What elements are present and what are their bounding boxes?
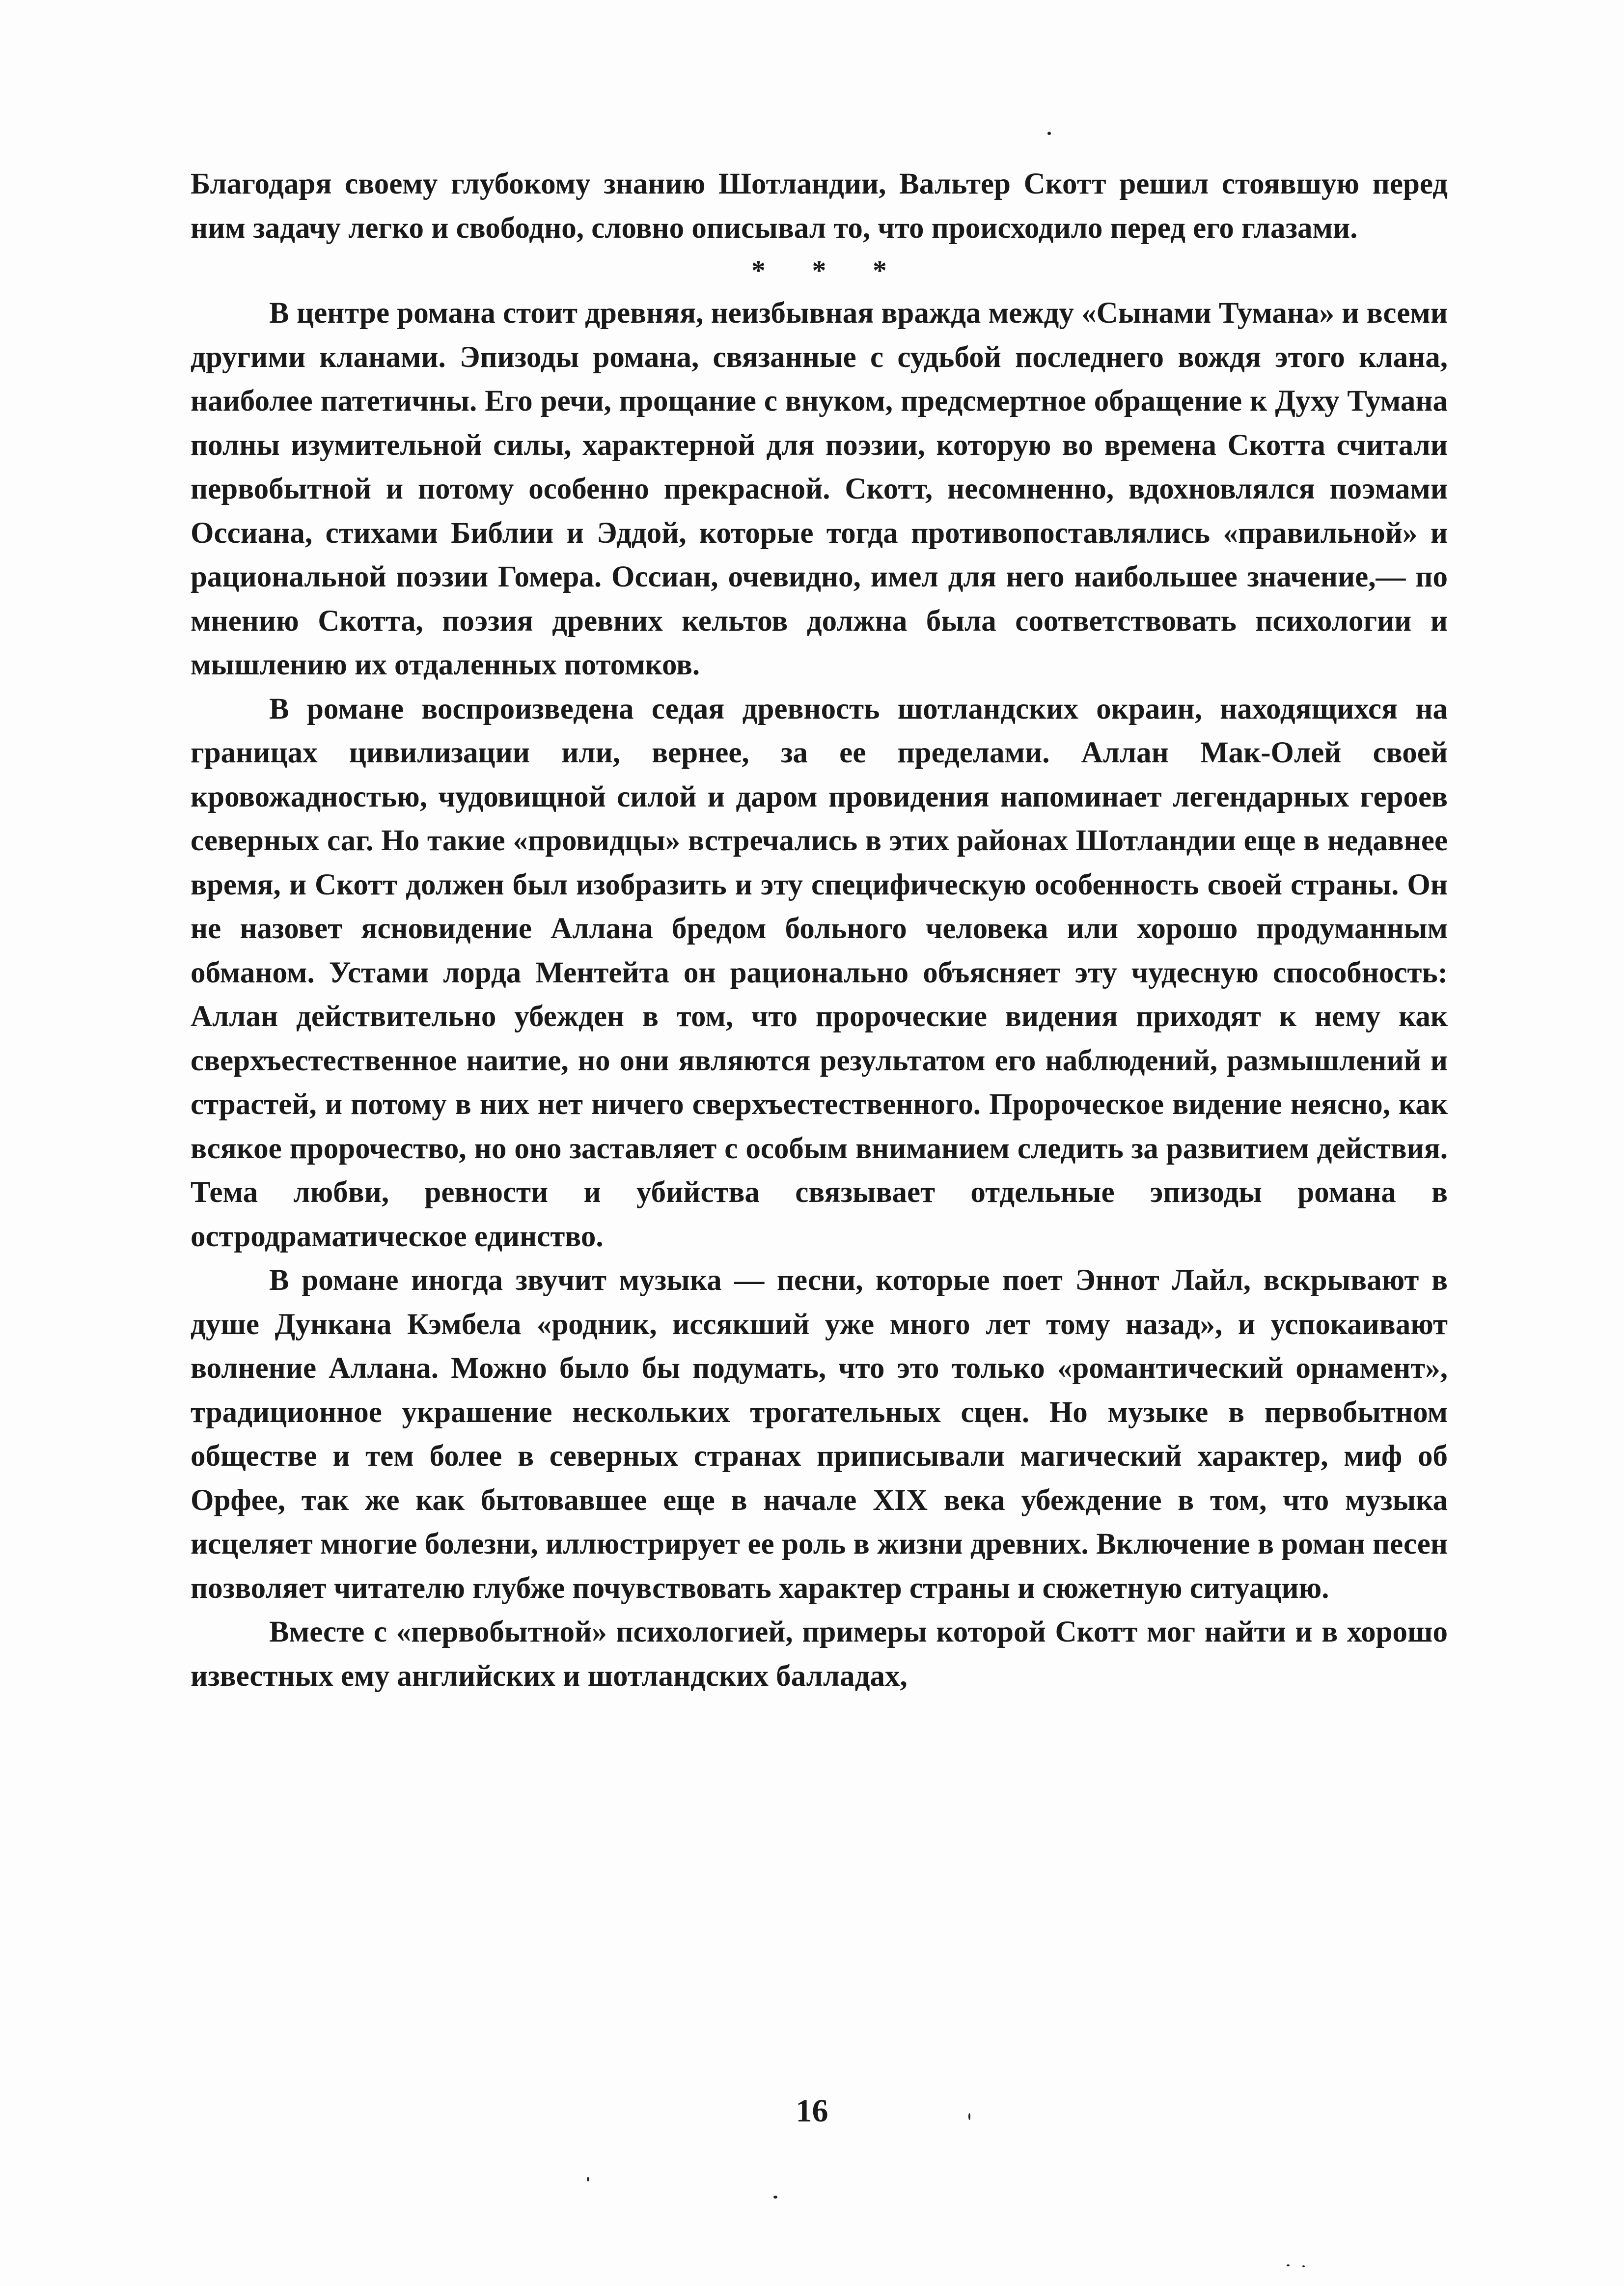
paragraph: В романе иногда звучит музыка — песни, которые поет Эннот Лайл, вскрывают в душе Дункана Кэмбела «родник, иссякший уже много лет тому назад», и успокаивают волнение Аллана. Можно было бы подумать, что это только «романтический орнамент», традиционное украшение нескольких трогательных сцен. Но музыке в первобытном обществе и тем более в северных странах приписывали магический характер, миф об Орфее, так же как бытовавшее еще в начале XIX века убеждение в том, что музыка исцеляет многие болезни, иллюстрирует ее роль в жизни древних. Включение в роман песен позволяет читателю глубже почувствовать характер страны и сюжетную ситуацию. (191, 1264, 1448, 1605)
opening-paragraph: Благодаря своему глубокому знанию Шотландии, Вальтер Скотт решил стоявшую перед ним задачу легко и свободно, словно описывал то, что происходило перед его глазами. (191, 167, 1448, 245)
body-text (191, 162, 1448, 1698)
paragraph: В романе воспроизведена седая древность шотландских окраин, находящихся на границах цивилизации или, вернее, за ее пределами. Аллан Мак-Олей своей кровожадностью, чудовищной силой и даром провидения напоминает легендарных героев северных саг. Но такие «провидцы» встречались в этих районах Шотландии еще в недавнее время, и Скотт должен был изобразить и эту специфическую особенность своей страны. Он не назовет ясновидение Аллана бредом больного человека или хорошо продуманным обманом. Устами лорда Ментейта он рационально объясняет эту чудесную способность: Аллан действительно убежден в том, что пророческие видения приходят к нему как сверхъестественное наитие, но они являются результатом его наблюдений, размышлений и страстей, и потому в них нет ничего сверхъестественного. Пророческое видение неясно, как всякое пророчество, но оно заставляет с особым вниманием следить за развитием действия. Тема любви, ревности и убийства связывает отдельные эпизоды романа в остродраматическое единство. (191, 692, 1448, 1253)
paragraph: В центре романа стоит древняя, неизбывная вражда между «Сынами Тумана» и всеми другими кланами. Эпизоды романа, связанные с судьбой последнего вождя этого клана, наиболее патетичны. Его речи, прощание с внуком, предсмертное обращение к Духу Тумана полны изумительной силы, характерной для поэзии, которую во времена Скотта считали первобытной и потому особенно прекрасной. Скотт, несомненно, вдохновлялся поэмами Оссиана, стихами Библии и Эддой, которые тогда противопоставлялись «правильной» и рациональной поэзии Гомера. Оссиан, очевидно, имел для него наибольшее значение,— по мнению Скотта, поэзия древних кельтов должна была соответствовать психологии и мышлению их отдаленных потомков. (191, 297, 1448, 681)
scan-speck (1302, 2265, 1305, 2267)
scan-speck (1047, 132, 1051, 135)
scan-speck (773, 2196, 777, 2199)
paragraph: Вместе с «первобытной» психологией, примеры которой Скотт мог найти и в хорошо известных ему английских и шотландских балладах, (191, 1616, 1448, 1693)
scan-speck (1287, 2264, 1290, 2266)
section-separator: * * * (751, 254, 907, 286)
page-number: 16 (796, 2093, 828, 2129)
scan-speck (587, 2177, 589, 2181)
